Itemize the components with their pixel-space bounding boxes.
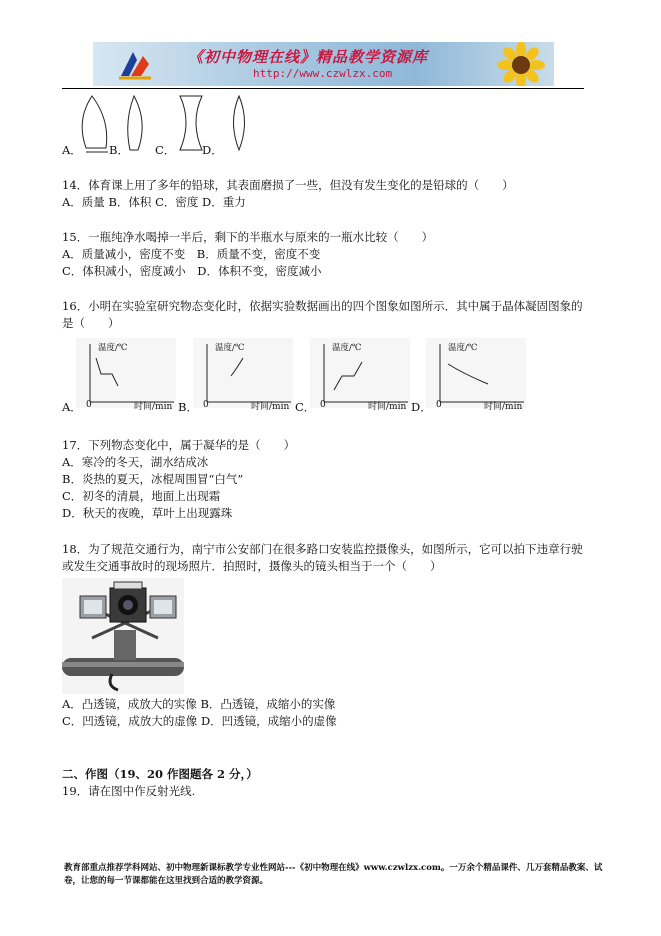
q18-stem-line2: 或发生交通事故时的现场照片．拍照时，摄像头的镜头相当于一个（ ）: [62, 559, 442, 573]
q17-option-d: D．秋天的夜晚，草叶上出现露珠: [62, 506, 233, 520]
q16-graph-d: [426, 338, 516, 406]
q13-option-d: D．: [202, 143, 223, 157]
q19-stem: 19．请在图中作反射光线.: [62, 784, 196, 798]
q16-option-d: D．: [411, 400, 432, 414]
q13-option-a: A．: [62, 143, 82, 157]
banner-title: 《初中物理在线》精品教学资源库: [188, 48, 429, 66]
q13-option-c: C．: [155, 143, 176, 157]
q18-stem-line1: 18．为了规范交通行为，南宁市公安部门在很多路口安装监控摄像头，如图所示，它可以拍下违章行驶: [62, 542, 583, 556]
q18-options-line1: A．凸透镜，成放大的实像 B．凸透镜，成缩小的实像: [62, 697, 336, 711]
section2-heading: 二、作图（19、20 作图题各 2 分，）: [62, 767, 258, 781]
q17-option-a: A．寒冷的冬天，湖水结成冰: [62, 455, 209, 469]
q16-graph-d-origin: 0: [436, 400, 442, 410]
q16-graph-a-origin: 0: [86, 400, 92, 410]
q16-graph-a: [76, 338, 166, 406]
q16-graph-c: [310, 338, 400, 406]
q16-graph-b-xlabel: 时间/min: [251, 402, 290, 412]
q16-graph-d-xlabel: 时间/min: [484, 402, 523, 412]
q17-option-b: B．炎热的夏天，冰棍周围冒“白气”: [62, 472, 244, 486]
q17-option-c: C．初冬的清晨，地面上出现霜: [62, 489, 221, 503]
q16-graph-c-ylabel: 温度/℃: [332, 343, 362, 353]
q16-graph-a-xlabel: 时间/min: [134, 402, 173, 412]
header-divider: [62, 88, 584, 89]
q15-stem: 15．一瓶纯净水喝掉一半后，剩下的半瓶水与原来的一瓶水比较（ ）: [62, 230, 434, 244]
q17-stem: 17．下列物态变化中，属于凝华的是（ ）: [62, 438, 296, 452]
q13-option-b: B．: [109, 143, 129, 157]
sunflower-icon: [488, 42, 554, 86]
site-logo-icon: [115, 46, 155, 82]
q16-option-a: A．: [62, 400, 82, 414]
q16-option-c: C．: [295, 400, 316, 414]
q16-graph-b: [193, 338, 283, 406]
q18-options-line2: C．凹透镜，成放大的虚像 D．凹透镜，成缩小的虚像: [62, 714, 337, 728]
q14-options: A．质量 B．体积 C．密度 D．重力: [62, 195, 246, 209]
q16-graph-d-ylabel: 温度/℃: [448, 343, 478, 353]
q16-graph-c-origin: 0: [320, 400, 326, 410]
q15-options-line2: C．体积减小，密度减小 D．体积不变，密度减小: [62, 264, 322, 278]
q16-stem-line2: 是（ ）: [62, 316, 120, 330]
q16-graph-a-ylabel: 温度/℃: [98, 343, 128, 353]
header-banner: [93, 42, 554, 86]
q14-stem: 14．体育课上用了多年的铅球，其表面磨损了一些，但没有发生变化的是铅球的（ ）: [62, 178, 514, 192]
q16-graph-b-origin: 0: [203, 400, 209, 410]
q16-graph-b-ylabel: 温度/℃: [215, 343, 245, 353]
banner-url: http://www.czwlzx.com: [253, 67, 393, 80]
q16-graph-c-xlabel: 时间/min: [368, 402, 407, 412]
q15-options-line1: A．质量减小，密度不变 B．质量不变，密度不变: [62, 247, 321, 261]
footer-note: 教育部重点推荐学科网站、初中物理新课标教学专业性网站---《初中物理在线》www.czwlzx.com。一万余个精品课件、几万套精品教案、试卷，让您的每一节课都能在这里找到合适的教学资源。: [64, 863, 603, 886]
surveillance-camera-photo: [62, 578, 184, 694]
q16-option-b: B．: [178, 400, 198, 414]
q16-stem-line1: 16．小明在实验室研究物态变化时，依据实验数据画出的四个图象如图所示．其中属于晶体凝固图象的: [62, 299, 583, 313]
